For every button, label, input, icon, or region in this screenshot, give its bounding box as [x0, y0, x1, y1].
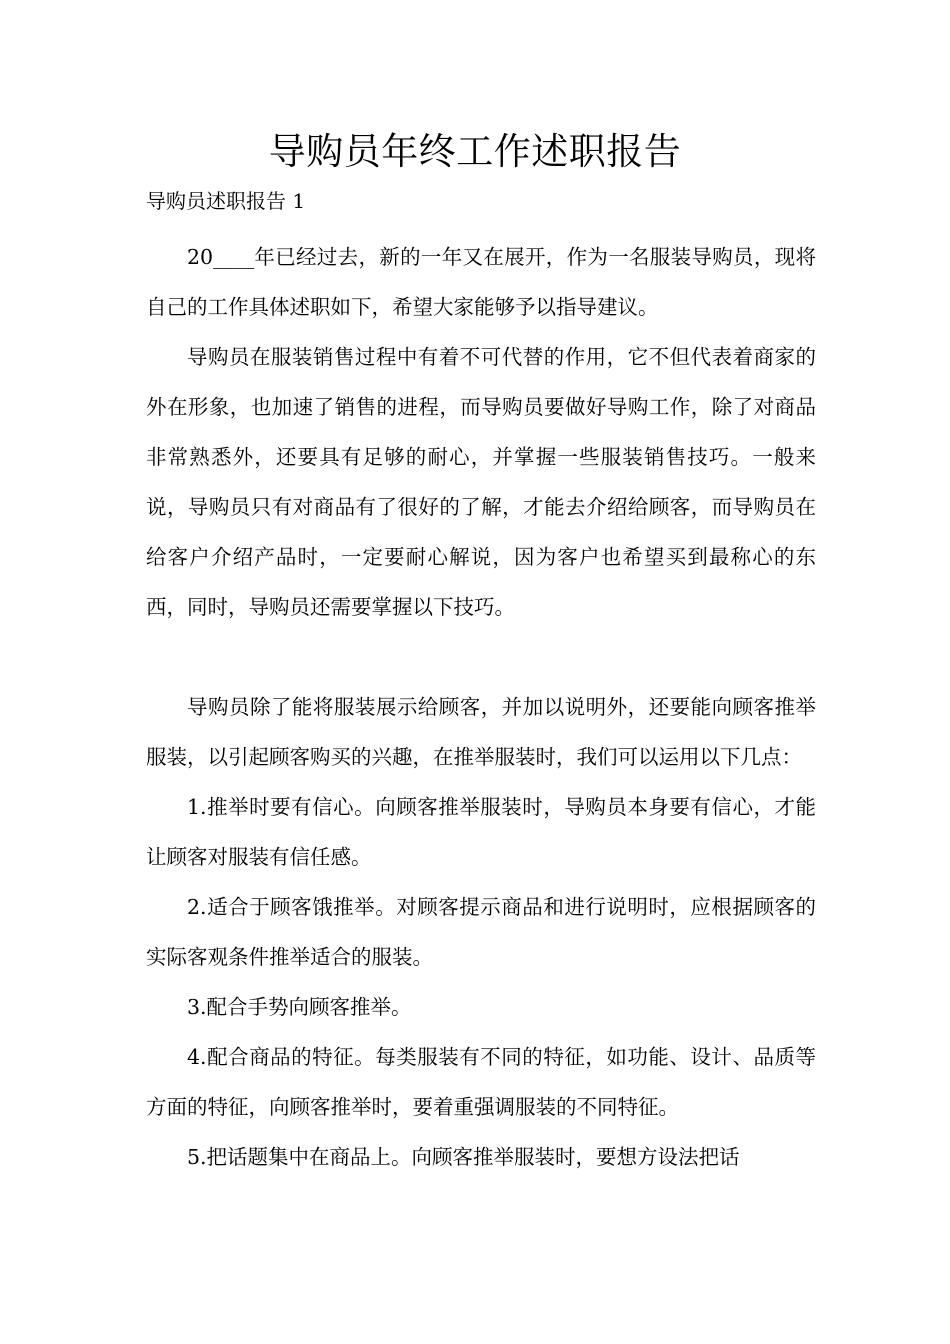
list-item-gesture: 3.配合手势向顾客推举。 [187, 995, 412, 1019]
list-item-features: 4.配合商品的特征。每类服装有不同的特征，如功能、设计、品质等方面的特征，向顾客推举时，要着重强调服装的不同特征。 [146, 1045, 816, 1119]
list-item-confidence: 1.推举时要有信心。向顾客推举服装时，导购员本身要有信心，才能让顾客对服装有信任感。 [146, 795, 816, 869]
list-item-focus: 5.把话题集中在商品上。向顾客推举服装时，要想方设法把话 [187, 1145, 740, 1169]
document-title: 导购员年终工作述职报告 [268, 130, 682, 173]
document-body [146, 232, 816, 1182]
list-item-suitable: 2.适合于顾客饿推举。对顾客提示商品和进行说明时，应根据顾客的实际客观条件推举适合的服装。 [146, 895, 816, 969]
paragraph-role: 导购员在服装销售过程中有着不可代替的作用，它不但代表着商家的外在形象，也加速了销售的进程，而导购员要做好导购工作，除了对商品非常熟悉外，还要具有足够的耐心，并掌握一些服装销售技巧。一般来说，导购员只有对商品有了很好的了解，才能去介绍给顾客，而导购员在给客户介绍产品时，一定要耐心解说，因为客户也希望买到最称心的东西，同时，导购员还需要掌握以下技巧。 [146, 345, 816, 619]
paragraph-intro: 20____年已经过去，新的一年又在展开，作为一名服装导购员，现将自己的工作具体述职如下，希望大家能够予以指导建议。 [146, 245, 816, 319]
section-heading: 导购员述职报告 1 [146, 189, 306, 213]
paragraph-gap [146, 632, 816, 682]
paragraph-recommend: 导购员除了能将服装展示给顾客，并加以说明外，还要能向顾客推举服装，以引起顾客购买的兴趣，在推举服装时，我们可以运用以下几点： [146, 695, 816, 769]
